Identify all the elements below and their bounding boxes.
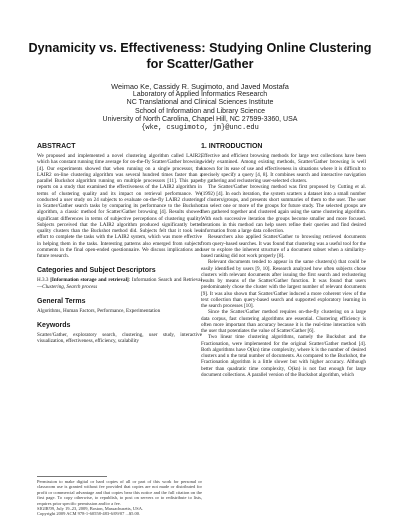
left-column — [37, 142, 202, 345]
intro-paragraph: The Scatter/Gather browsing method was first proposed by Cutting et al. (1992) [4]. In each iteration, the system scatters a dataset into a small number of clusters/groups, and presents short summaries of them to the user. The user can select one or more of the groups for future study. The selected groups are then gathered together and clustered again using the same clustering algorithm. With each successive iteration the groups become smaller and more focused. Iterations in this method can help users refine their queries and find desired information from a large data collection. — [201, 184, 366, 234]
footnote-rule — [37, 476, 107, 477]
affiliation-institute: NC Translational and Clinical Sciences Institute — [126, 99, 274, 107]
intro-paragraph: Two linear time clustering algorithms, namely the Buckshot and the Fractionation, were implemented for the original Scatter/Gather method [4]. Both algorithms have O(kn) time complexity, where k is the number of desired clusters and n the total number of documents. As compared to the Buckshot, the Fractionation algorithm is a little slower but with higher accuracy. Although better than quadratic time complexity, O(kn) is not fast enough for large document collections. A parallel version of the Buckshot algorithm, which — [201, 334, 366, 378]
author-names: Weimao Ke, Cassidy R. Sugimoto, and Javed Mostafa — [111, 82, 289, 91]
introduction-heading: 1. INTRODUCTION — [201, 143, 263, 150]
intro-paragraph: Relevant documents tended to appear in the same clusters(s) that could be easily identified by users [9, 10]. Research analyzed how often subjects chose clusters with relevant documents after issuing the first search and reclustering results by means of the Scatter/Gather function. It was found that users predominately chose the cluster with the largest number of relevant documents [9]. It was also shown that Scatter/Gather induced a more coherent view of the text collection than query-based search and supported exploratory learning in the search processes [10]. — [201, 259, 366, 309]
paper-title: Dynamicity vs. Effectiveness: Studying Online Clustering for Scatter/Gather — [28, 41, 372, 71]
intro-paragraph: Since the Scatter/Gather method requires on-the-fly clustering on a large data corpus, fast clustering algorithms are essential. Clustering efficiency is often more important than accuracy because it is the real-time interaction with the user that potentiates the value of Scatter/Gather [6]. — [201, 309, 366, 334]
general-terms-text: Algorithms, Human Factors, Performance, Experimentation — [37, 307, 161, 314]
category-code: H.3.3 — [37, 277, 49, 284]
right-column — [201, 142, 366, 378]
intro-paragraph: Effective and efficient browsing methods for large text collections have been widely examined. Among existing methods, Scatter/Gather browsing is well known for its ease of use and effectiveness in situations where it is difficult to precisely specify a query [4, 8]. It combines search and interactive navigation by gathering and reclustering user-selected clusters. — [201, 153, 366, 184]
affiliation-school: School of Information and Library Science — [135, 107, 265, 115]
categories-heading: Categories and Subject Descriptors — [37, 267, 156, 275]
copyright-line: Copyright 2009 ACM 978-1-60558-483-6/09/07 ...$5.00. — [37, 511, 141, 517]
abstract-heading: ABSTRACT — [37, 143, 76, 150]
keywords-heading: Keywords — [37, 322, 71, 329]
permission-notice: Permission to make digital or hard copies of all or part of this work for personal or classroom use is granted without fee provided that copies are not made or distributed for profit or commercial advantage and that copies bear this notice and the full citation on the first page. To copy otherwise, to republish, to post on servers or to redistribute to lists, requires prior specific permission and/or a fee. — [37, 479, 202, 506]
abstract-text: We proposed and implemented a novel clustering algorithm called LAIR2, which has constant running time average for on-the-fly Scatter/Gather browsing [4]. Our experiments showed that when running on a single processor, the LAIR2 on-line clustering algorithm was several hundred times faster than a parallel Buckshot algorithm running on multiple processors [11]. This paper reports on a study that examined the effectiveness of the LAIR2 algorithm in terms of clustering quality and its impact on retrieval performance. We conducted a user study on 24 subjects to evaluate on-the-fly LAIR2 clustering in Scatter/Gather search tasks by comparing its performance to the Buckshot algorithm, a classic method for Scatter/Gather browsing [4]. Results showed significant differences in terms of subjective perceptions of clustering quality. Subjects perceived that the LAIR2 algorithm produced significantly better quality clusters than the Buckshot method did. Subjects felt that it took less effort to complete the tasks with the LAIR2 system, which was more effective in helping them in the tasks. Interesting patterns also emerged from subjects' comments in the final open-ended questionnaire. We discuss implications and future research. — [37, 153, 202, 259]
keywords-text: Scatter/Gather, exploratory search, clustering, user study, interactive visualization, effectiveness, efficiency, scalability — [37, 332, 202, 345]
general-terms-heading: General Terms — [37, 297, 86, 305]
copyright-footnote — [37, 476, 202, 517]
affiliation-university: University of North Carolina, Chapel Hill, NC 27599-3360, USA — [102, 115, 298, 123]
category-label: [Information storage and retrieval] — [50, 277, 129, 284]
author-emails: {wke, csugimoto, jm}@unc.edu — [141, 124, 259, 133]
venue-line: SIGIR'09, July 19–23, 2009, Boston, Massachusetts, USA. — [37, 506, 144, 512]
author-block — [60, 82, 340, 132]
intro-paragraph: Researchers also applied Scatter/Gather to browsing retrieved documents from query-based searches. It was found that clustering was a useful tool for the user to explore the inherent structure of a document subset when a similarity-based ranking did not work properly [8]. — [201, 234, 366, 259]
affiliation-lab: Laboratory of Applied Informatics Research — [132, 91, 268, 98]
category-description: : Information Search and Retrieval— — [37, 277, 202, 290]
categories-text — [37, 277, 202, 290]
category-subject: Clustering, Search process — [42, 283, 98, 290]
